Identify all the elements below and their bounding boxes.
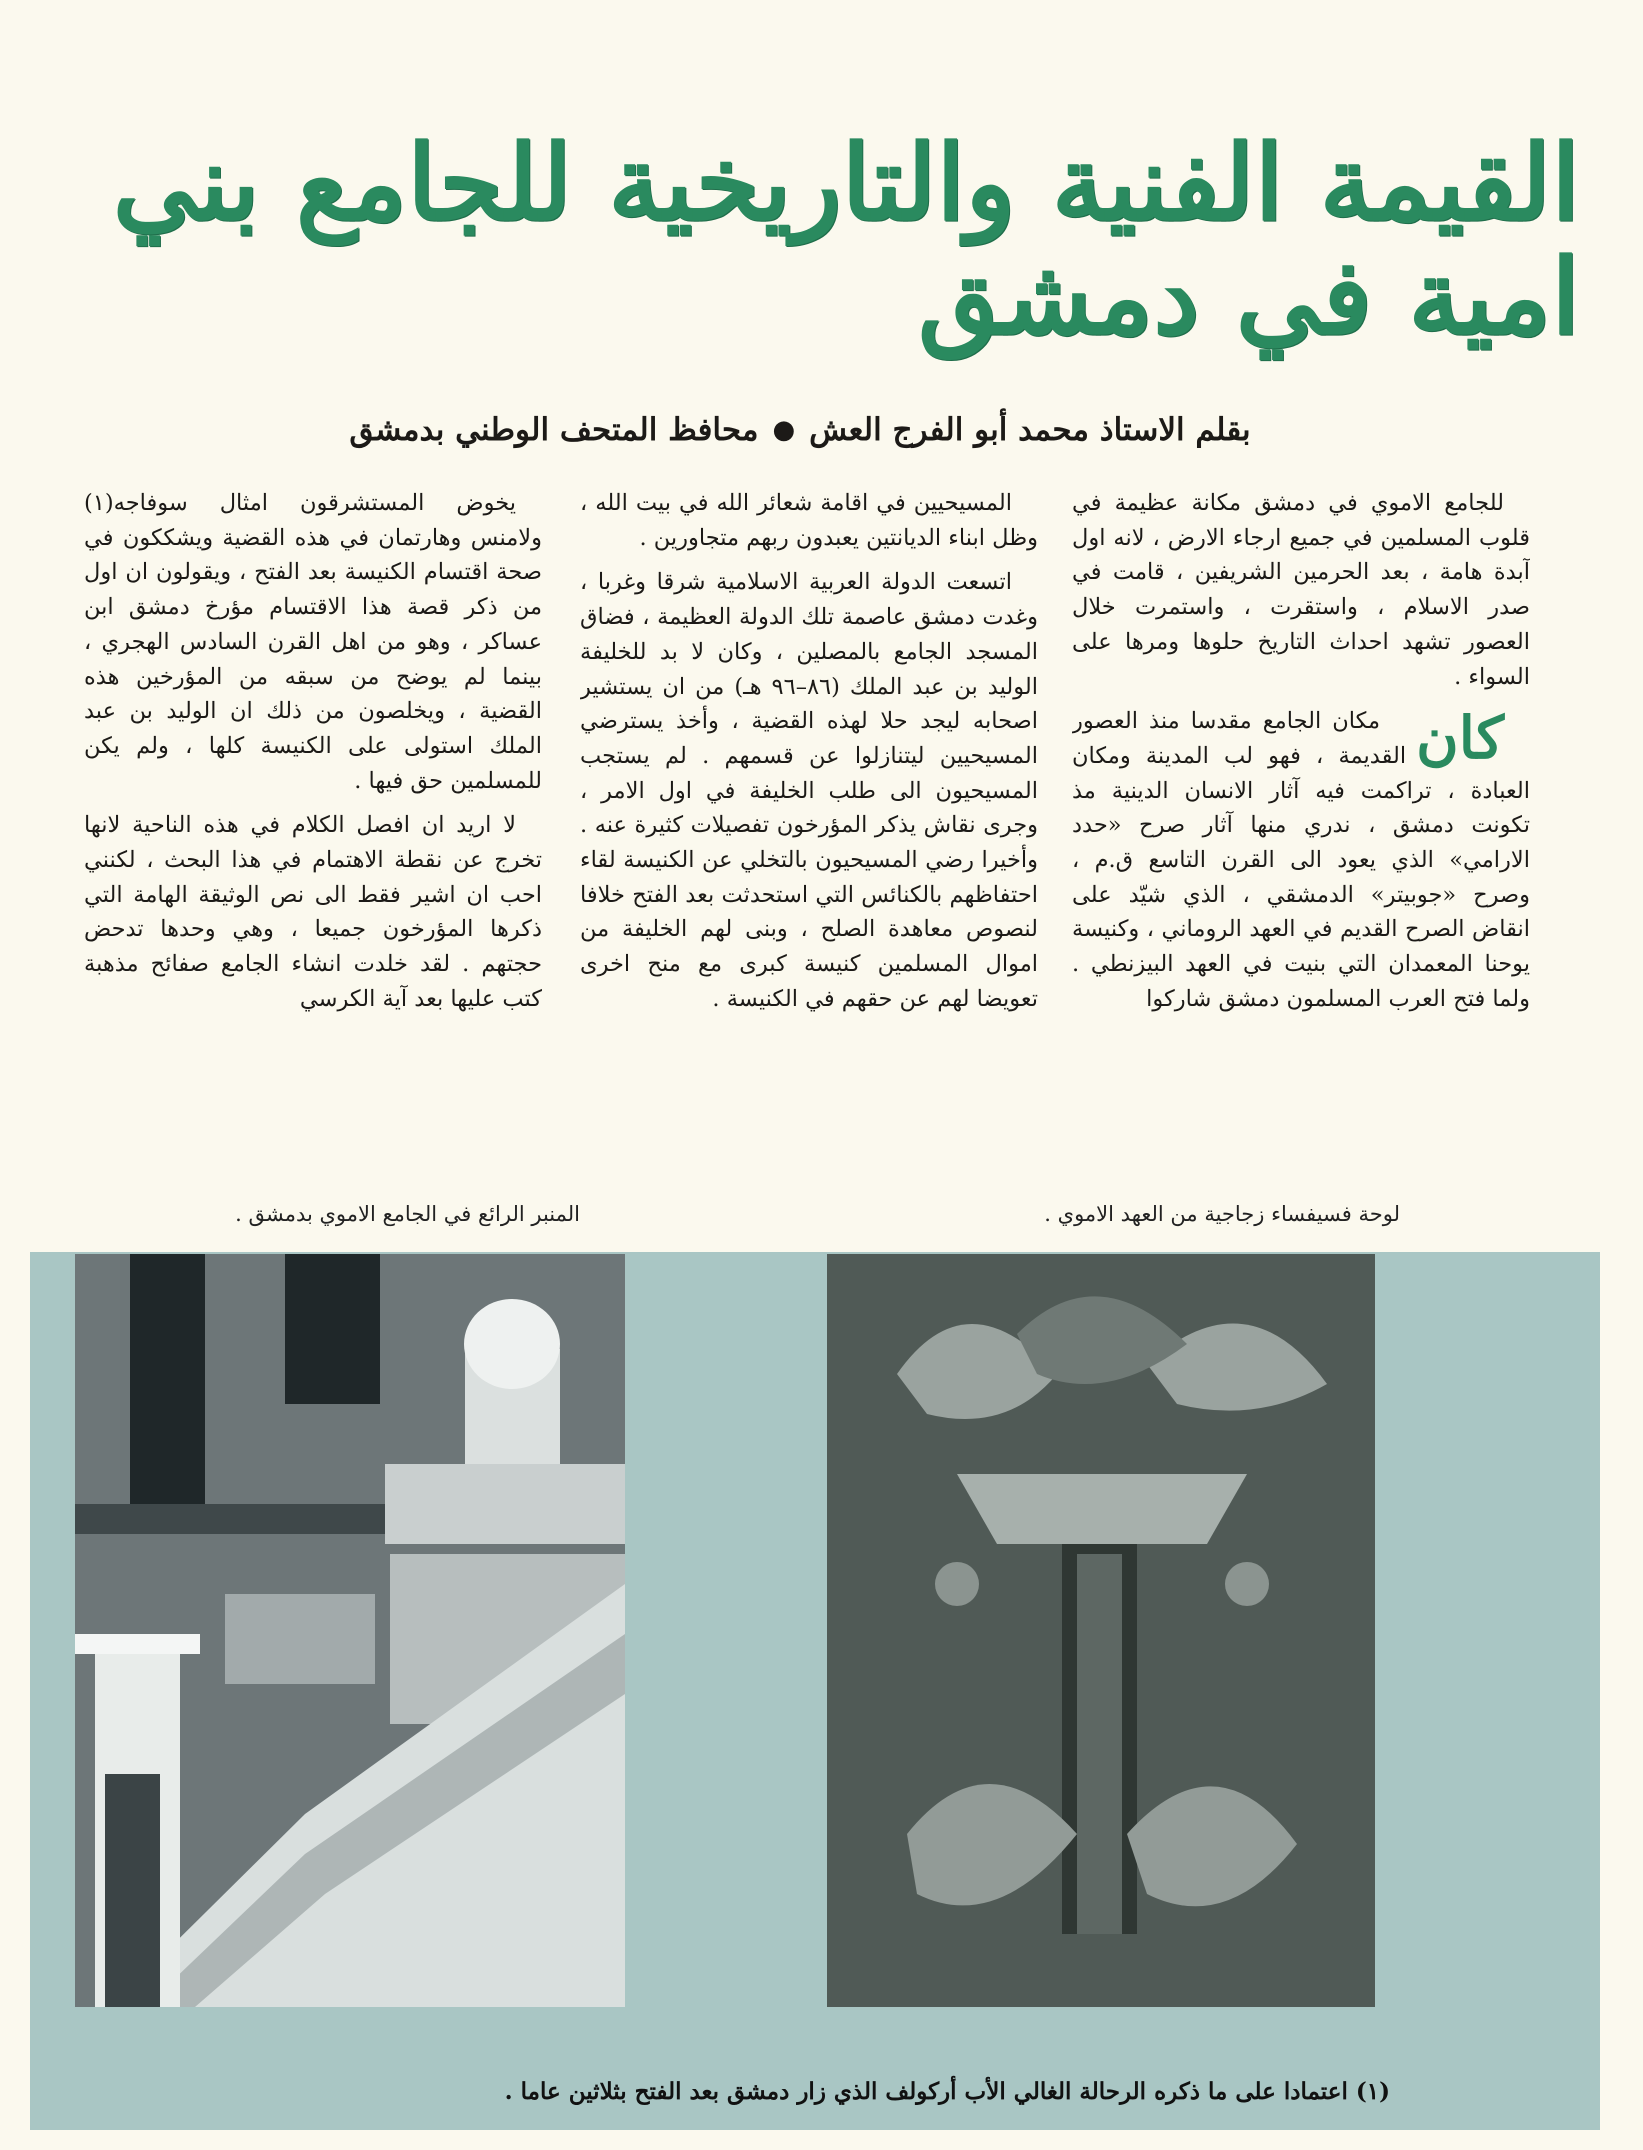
caption-minbar: المنبر الرائع في الجامع الاموي بدمشق . [235,1202,580,1226]
caption-mosaic: لوحة فسيفساء زجاجية من العهد الاموي . [1044,1202,1400,1226]
author-position: محافظ المتحف الوطني بدمشق [349,412,759,448]
article-column-3 [84,486,542,1136]
minbar-illustration [75,1254,625,2007]
article-title: القيمة الفنية والتاريخية للجامع بني امية في دمشق [112,120,1580,358]
mosaic-illustration [827,1254,1375,2007]
paragraph: يخوض المستشرقون امثال سوفاجه(١) ولامنس وهارتمان في هذه القضية ويشككون في صحة اقتسام الكنيسة بعد الفتح ، ويقولون ان اول من ذكر قصة هذا الاقتسام مؤرخ دمشق ابن عساكر ، وهو من اهل القرن السادس الهجري ، بينما لم يوضح من سبقه من المؤرخين هذه القضية ، ويخلصون من ذلك ان الوليد بن عبد الملك استولى على الكنيسة كلها ، ولم يكن للمسلمين حق فيها . [84,490,542,794]
byline [320,400,1280,460]
article-column-2 [580,486,1038,1136]
paragraph: للجامع الاموي في دمشق مكانة عظيمة في قلوب المسلمين في جميع ارجاء الارض ، لانه اول آبدة هامة ، بعد الحرمين الشريفين ، قامت في صدر الاسلام ، واستقرت ، واستمرت خلال العصور تشهد احداث التاريخ حلوها ومرها على السواء . [1072,490,1530,690]
footnote: (١) اعتمادا على ما ذكره الرحالة الغالي الأب أركولف الذي زار دمشق بعد الفتح بثلاثين عاما . [504,2078,1390,2105]
separator-bullet: ● [772,415,796,445]
article-column-1 [1072,486,1530,1136]
paragraph-text: مكان الجامع مقدسا منذ العصور القديمة ، فهو لب المدينة ومكان العبادة ، تراكمت فيه آثار الانسان الدينية مذ تكونت دمشق ، ندري منها آثار صرح «حدد الارامي» الذي يعود الى القرن التاسع ق.م ، وصرح «جوبيتر» الدمشقي ، الذي شيّد على انقاض الصرح القديم في العهد الروماني ، وكنيسة يوحنا المعمدان التي بنيت في العهد البيزنطي . ولما فتح العرب المسلمون دمشق شاركوا [1072,708,1530,1012]
author-name: بقلم الاستاذ محمد أبو الفرج العش [809,412,1251,448]
minbar-photo [75,1254,625,2007]
paragraph: المسيحيين في اقامة شعائر الله في بيت الله ، وظل ابناء الديانتين يعبدون ربهم متجاورين . [580,490,1038,551]
paragraph: لا اريد ان افصل الكلام في هذه الناحية لانها تخرج عن نقطة الاهتمام في هذا البحث ، لكنني احب ان اشير فقط الى نص الوثيقة الهامة التي ذكرها المؤرخون جميعا ، وهي وحدها تدحض حجتهم . لقد خلدت انشاء الجامع صفائح مذهبة كتب عليها بعد آية الكرسي [84,812,542,1012]
paragraph: اتسعت الدولة العربية الاسلامية شرقا وغربا ، وغدت دمشق عاصمة تلك الدولة العظيمة ، فضاق المسجد الجامع بالمصلين ، وكان لا بد للخليفة الوليد بن عبد الملك (٨٦–٩٦ هـ) من ان يستشير اصحابه ليجد حلا لهذه القضية ، وأخذ يسترضي المسيحيين ليتنازلوا عن قسمهم . لم يستجب المسيحيون الى طلب الخليفة في اول الامر ، وجرى نقاش يذكر المؤرخون تفصيلات كثيرة عنه . وأخيرا رضي المسيحيون بالتخلي عن الكنيسة لقاء احتفاظهم بالكنائس التي استحدثت بعد الفتح خلافا لنصوص معاهدة الصلح ، وبنى لهم الخليفة من اموال المسلمين كنيسة كبرى مع منح اخرى تعويضا لهم عن حقهم في الكنيسة . [580,569,1038,1012]
paragraph-with-dropcap [1072,704,1530,1016]
mosaic-photo [827,1254,1375,2007]
drop-cap: كان [1416,704,1504,773]
